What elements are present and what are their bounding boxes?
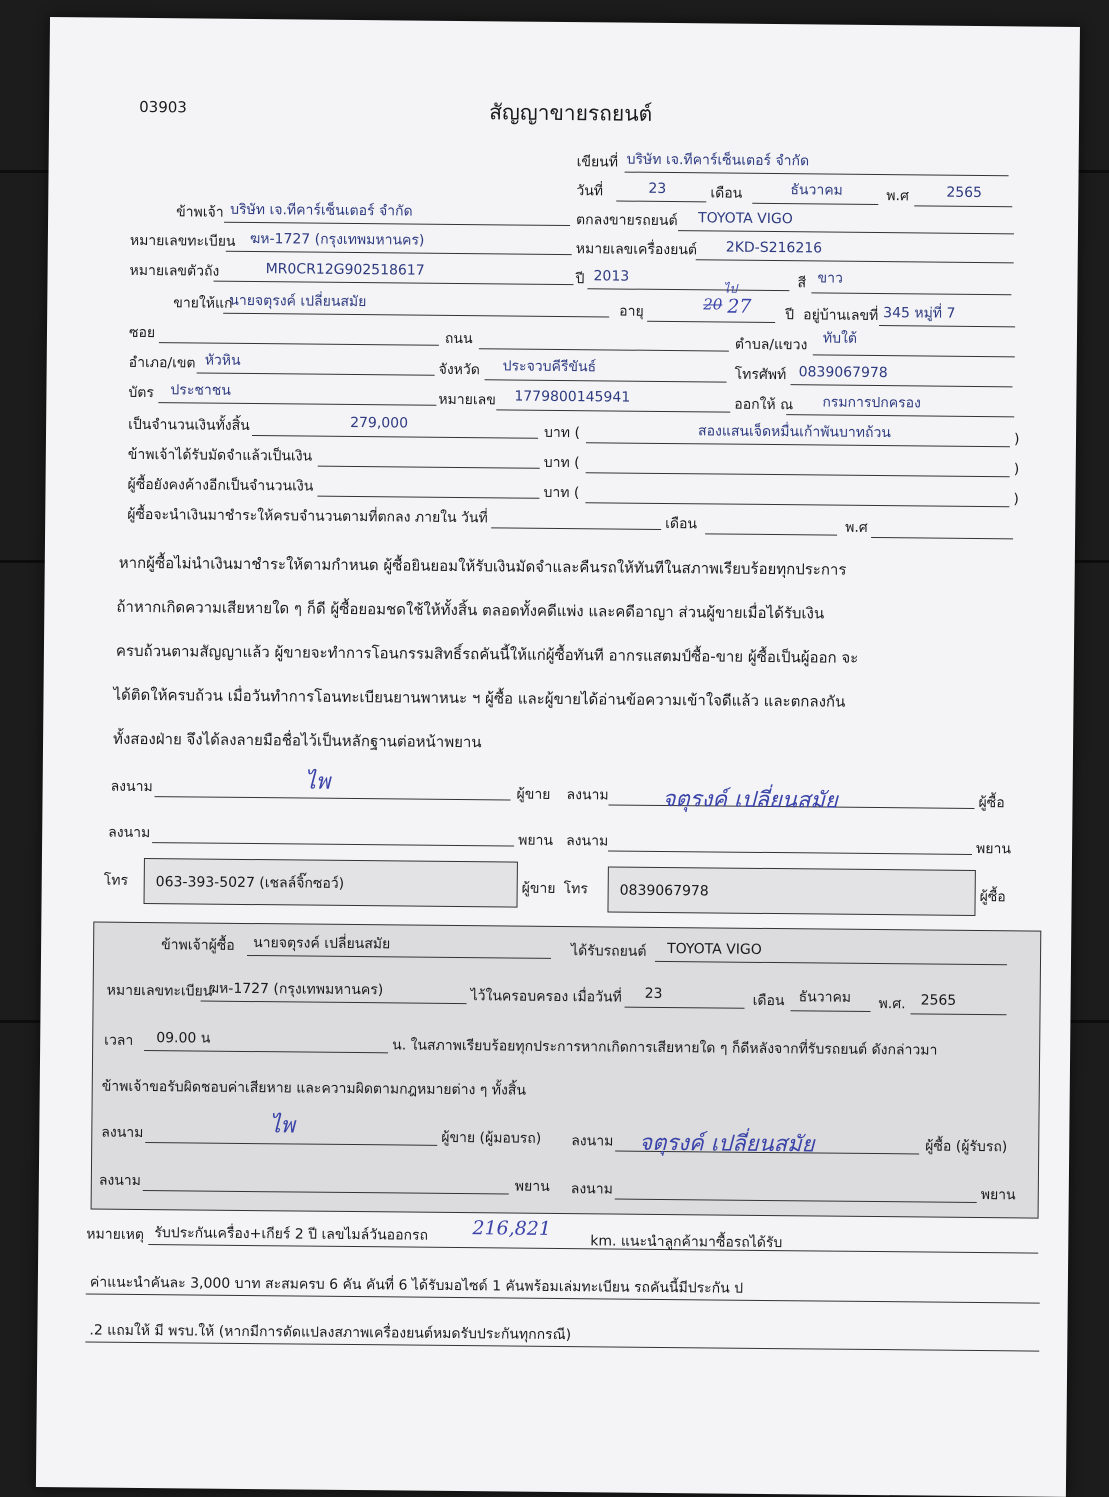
written-at-label: เขียนที่ — [576, 154, 619, 171]
receipt-seller-signature: ไพ — [269, 1113, 296, 1139]
remarks-line-1b: km. แนะนำลูกค้ามาซื้อรถได้รับ — [590, 1233, 783, 1252]
year-label: พ.ศ — [886, 188, 909, 205]
month-label: เดือน — [710, 185, 743, 202]
pay-year-label: พ.ศ — [845, 519, 868, 536]
year-value: 2565 — [946, 184, 983, 202]
buyer-label: ขายให้แก่ — [173, 295, 233, 312]
receipt-time-label: เวลา — [104, 1032, 134, 1049]
receipt-sign-label-witness-2: ลงนาม — [570, 1181, 613, 1198]
age-label: อายุ — [619, 303, 644, 320]
day-label: วันที่ — [576, 183, 604, 200]
id-card-label: บัตร — [128, 384, 154, 402]
receipt-buyer-label: ข้าพเจ้าผู้ซื้อ — [161, 937, 235, 954]
receipt-buyer-value: นายจตุรงค์ เปลี่ยนสมัย — [253, 935, 391, 953]
doc-number: 03903 — [139, 97, 187, 117]
receipt-time-value: 09.00 น — [156, 1030, 211, 1047]
receipt-sign-label-witness-1: ลงนาม — [98, 1172, 142, 1189]
buyer-phone-role: ผู้ซื้อ — [979, 889, 1006, 906]
phone-label: โทรศัพท์ — [734, 366, 787, 384]
buyer-value: นายจตุรงค์ เปลี่ยนสมัย — [229, 292, 367, 311]
issued-by-value: กรมการปกครอง — [822, 394, 922, 412]
id-card-value: ประชาชน — [170, 382, 231, 399]
age-correction: 27 — [727, 295, 752, 318]
witness-role-2: พยาน — [976, 840, 1012, 858]
issued-by-label: ออกให้ ณ — [734, 396, 794, 414]
chassis-no-label: หมายเลขตัวถัง — [129, 262, 220, 280]
district-label: อำเภอ/เขต — [128, 354, 196, 372]
deposit-close: ) — [1013, 461, 1020, 478]
id-number-label: หมายเลข — [438, 391, 496, 409]
remarks-line-3: .2 แถมให้ มี พรบ.ให้ (หากมีการดัดแปลงสภาพเครื่องยนต์หมดรับประกันทุกกรณี) — [89, 1322, 572, 1344]
color-value: ขาว — [817, 270, 843, 287]
age-initials: ไป — [723, 281, 738, 296]
road-label: ถนน — [444, 330, 473, 348]
seller-label: ข้าพเจ้า — [176, 204, 224, 221]
deposit-baht: บาท ( — [543, 454, 580, 472]
receipt-buyer-signature: จตุรงค์ เปลี่ยนสมัย — [639, 1130, 815, 1158]
paragraph-line-4: ได้ติดให้ครบถ้วน เมื่อวันทำการโอนทะเบียนยานพาหนะ ฯ ผู้ซื้อ และผู้ขายได้อ่านข้อความเข้าใจดีแล้ว และตกลงกัน — [113, 685, 846, 711]
paragraph-line-1: หากผู้ซื้อไม่นำเงินมาชำระให้ตามกำหนด ผู้ซื้อยินยอมให้รับเงินมัดจำและคืนรถให้ทันทีในสภาพเรียบร้อยทุกประการ — [118, 553, 847, 579]
paragraph-line-5: ทั้งสองฝ่าย จึงได้ลงลายมือชื่อไว้เป็นหลักฐานต่อหน้าพยาน — [113, 729, 482, 752]
seller-signature: ไพ — [304, 769, 331, 795]
receipt-year-value: 2565 — [920, 992, 957, 1009]
total-words: สองแสนเจ็ดหมื่นเก้าพันบาทถ้วน — [698, 423, 891, 442]
engine-no-value: 2KD-S216216 — [725, 239, 823, 257]
buyer-signature: จตุรงค์ เปลี่ยนสมัย — [662, 786, 838, 814]
receipt-witness-role-2: พยาน — [980, 1187, 1016, 1204]
year-model-label: ปี — [575, 271, 585, 288]
engine-no-label: หมายเลขเครื่องยนต์ — [575, 241, 698, 259]
paragraph-line-2: ถ้าหากเกิดความเสียหายใด ๆ ก็ดี ผู้ซื้อยอมชดใช้ให้ทั้งสิ้น ตลอดทั้งคดีแพ่ง และคดีอาญา ส่วนผู้ขายเมื่อได้รับเงิน — [116, 597, 825, 623]
deposit-label: ข้าพเจ้าได้รับมัดจำแล้วเป็นเงิน — [127, 446, 313, 465]
receipt-received-label: ได้รับรถยนต์ — [571, 943, 647, 960]
receipt-month-label: เดือน — [752, 992, 785, 1010]
buyer-phone-label: โทร — [563, 881, 589, 898]
age-unit: ปี — [785, 307, 795, 324]
seller-phone-role: ผู้ขาย — [521, 880, 556, 897]
sign-label-witness-2: ลงนาม — [566, 833, 609, 850]
age-struck: 20 — [703, 295, 723, 314]
remarks-mileage: 216,821 — [472, 1217, 552, 1240]
total-label: เป็นจำนวนเงินทั้งสิ้น — [128, 416, 250, 434]
year-model-value: 2013 — [593, 268, 630, 285]
sign-label-buyer: ลงนาม — [566, 787, 609, 804]
total-value: 279,000 — [350, 414, 409, 432]
receipt-section — [91, 922, 1042, 1219]
address-value: 345 หมู่ที่ 7 — [883, 305, 956, 322]
receipt-condition: น. ในสภาพเรียบร้อยทุกประการหากเกิดการเสียหายใด ๆ ก็ดีหลังจากที่รับรถยนต์ ดังกล่าวมา — [392, 1037, 938, 1059]
remaining-close: ) — [1013, 491, 1019, 508]
day-value: 23 — [648, 180, 667, 197]
registration-label: หมายเลขทะเบียน — [129, 232, 236, 250]
receipt-possess-label: ไว้ในครอบครอง เมื่อวันที่ — [470, 988, 622, 1006]
seller-phone-label: โทร — [103, 872, 129, 889]
seller-value: บริษัท เจ.ทีคาร์เซ็นเตอร์ จำกัด — [230, 201, 413, 220]
remaining-label: ผู้ซื้อยังคงค้างอีกเป็นจำนวนเงิน — [127, 476, 314, 495]
remarks-line-2: ค่าแนะนำคันละ 3,000 บาท สะสมครบ 6 คัน คันที่ 6 ได้รับมอไซด์ 1 คันพร้อมเล่มทะเบียน รถคันนี้มีประกัน ป — [89, 1274, 744, 1297]
remarks-line-1a: รับประกันเครื่อง+เกียร์ 2 ปี เลขไมล์วันออกรถ — [154, 1225, 429, 1244]
paragraph-line-3: ครบถ้วนตามสัญญาแล้ว ผู้ขายจะทำการโอนกรรมสิทธิ์รถคันนี้ให้แก่ผู้ซื้อทันที อากรแสตมป์ซื้อ-ขาย ผู้ซื้อเป็นผู้ออก จะ — [115, 641, 859, 667]
chassis-no-value: MR0CR12G902518617 — [265, 261, 425, 279]
pay-line-label: ผู้ซื้อจะนำเงินมาชำระให้ครบจำนวนตามที่ตกลง ภายใน วันที่ — [127, 506, 488, 527]
page-title: สัญญาขายรถยนต์ — [489, 100, 653, 126]
written-at-value: บริษัท เจ.ทีคาร์เซ็นเตอร์ จำกัด — [626, 151, 810, 170]
receipt-buyer-role: ผู้ซื้อ (ผู้รับรถ) — [925, 1138, 1008, 1156]
buyer-role: ผู้ซื้อ — [978, 795, 1005, 812]
subdistrict-label: ตำบล/แขวง — [734, 336, 808, 354]
buyer-phone-value: 0839067978 — [619, 882, 709, 900]
sign-label-seller: ลงนาม — [110, 778, 153, 796]
remarks-label: หมายเหตุ — [86, 1226, 145, 1244]
seller-phone-value: 063-393-5027 (เชลล์จิ๊กซอว์) — [155, 874, 345, 892]
receipt-reg-value: ฆห-1727 (กรุงเทพมหานคร) — [208, 980, 384, 999]
contract-paper — [36, 17, 1080, 1497]
month-value: ธันวาคม — [790, 182, 843, 199]
remaining-baht: บาท ( — [543, 484, 580, 502]
receipt-sign-label-buyer: ลงนาม — [571, 1133, 614, 1150]
witness-role-1: พยาน — [518, 832, 554, 849]
total-baht: บาท ( — [543, 424, 581, 442]
pay-month-label: เดือน — [665, 515, 698, 533]
receipt-day-value: 23 — [644, 985, 663, 1002]
id-number-value: 1779800145941 — [514, 388, 631, 406]
district-value: หัวหิน — [204, 352, 241, 369]
receipt-seller-role: ผู้ขาย (ผู้มอบรถ) — [441, 1129, 542, 1147]
receipt-reg-label: หมายเลขทะเบียน — [106, 982, 213, 1000]
address-label: อยู่บ้านเลขที่ — [803, 307, 879, 325]
agree-sell-value: TOYOTA VIGO — [698, 210, 793, 228]
phone-value: 0839067978 — [798, 364, 888, 382]
subdistrict-value: ทับใต้ — [822, 330, 858, 347]
registration-value: ฆห-1727 (กรุงเทพมหานคร) — [249, 230, 425, 249]
receipt-sign-label-seller: ลงนาม — [101, 1124, 144, 1142]
receipt-witness-role-1: พยาน — [514, 1178, 550, 1195]
total-close: ) — [1013, 431, 1020, 448]
province-label: จังหวัด — [438, 361, 480, 379]
soi-label: ซอย — [128, 324, 156, 342]
receipt-liability: ข้าพเจ้าขอรับผิดชอบค่าเสียหาย และความผิดตามกฎหมายต่าง ๆ ทั้งสิ้น — [101, 1078, 527, 1099]
agree-sell-label: ตกลงขายรถยนต์ — [576, 212, 678, 230]
receipt-received-value: TOYOTA VIGO — [667, 941, 762, 958]
color-label: สี — [797, 275, 807, 292]
seller-role: ผู้ขาย — [516, 786, 551, 803]
receipt-month-value: ธันวาคม — [798, 989, 852, 1006]
receipt-year-label: พ.ศ. — [878, 996, 906, 1013]
province-value: ประจวบคีรีขันธ์ — [502, 358, 597, 376]
sign-label-witness-1: ลงนาม — [108, 824, 151, 842]
